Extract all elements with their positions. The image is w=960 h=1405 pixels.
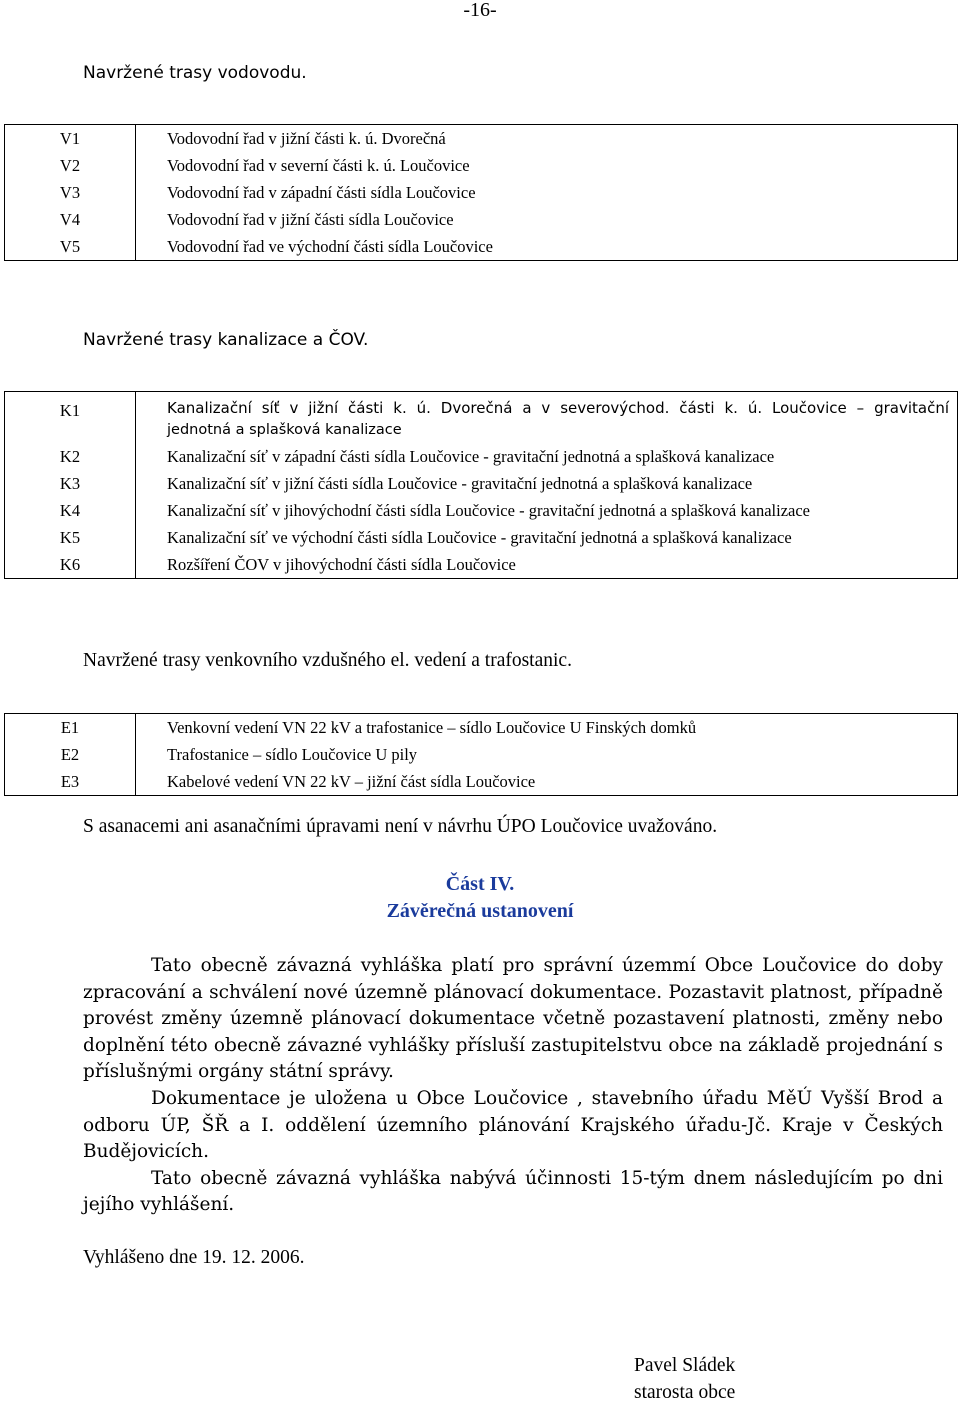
row-description: Kanalizační síť ve východní části sídla Loučovice - gravitační jednotná a splašková kanalizace <box>167 528 792 547</box>
table-row <box>5 497 958 524</box>
declaration-date: Vyhlášeno dne 19. 12. 2006. <box>83 1247 305 1268</box>
page-number: -16- <box>463 0 497 21</box>
paragraph: Dokumentace je uložena u Obce Loučovice , stavebního úřadu MěÚ Vyšší Brod a odboru ÚP, ŠŘ a I. oddělení územního plánování Krajského úřadu-Jč. Kraje v Českých Budějovicích. <box>83 1087 943 1163</box>
row-code: K6 <box>5 551 136 579</box>
table-row <box>5 179 958 206</box>
row-description: Kanalizační síť v západní části sídla Loučovice - gravitační jednotná a splašková kanalizace <box>167 447 775 466</box>
part-number: Část IV. <box>445 873 515 895</box>
row-description: Kanalizační síť v jižní části sídla Loučovice - gravitační jednotná a splašková kanalizace <box>167 474 753 493</box>
k1-line-2: jednotná a splašková kanalizace <box>167 422 402 438</box>
table-row <box>5 741 958 768</box>
closing-provisions <box>83 953 943 1219</box>
row-code: K2 <box>5 443 136 470</box>
table-row <box>5 768 958 796</box>
row-description: Trafostanice – sídlo Loučovice U pily <box>167 745 418 764</box>
water-table <box>4 124 958 261</box>
row-code: K1 <box>5 392 136 444</box>
table-row <box>5 443 958 470</box>
row-code: V5 <box>5 233 136 261</box>
power-table <box>4 713 958 796</box>
row-code: V1 <box>5 125 136 153</box>
table-row <box>5 470 958 497</box>
row-description: Vodovodní řad v jižní části sídla Loučovice <box>167 210 454 229</box>
row-description: Vodovodní řad v severní části k. ú. Loučovice <box>167 156 470 175</box>
row-description: Kabelové vedení VN 22 kV – jižní část sídla Loučovice <box>167 772 536 791</box>
row-code: V3 <box>5 179 136 206</box>
row-description: Venkovní vedení VN 22 kV a trafostanice – sídlo Loučovice U Finských domků <box>167 718 697 737</box>
paragraph: Tato obecně závazná vyhláška platí pro správní územmí Obce Loučovice do doby zpracování a schválení nové územně plánovací dokumentace. Pozastavit platnost, případně provést změny územně plánovací dokumentace včetně pozastavení platnosti, změny nebo doplnění této obecně závazné vyhlášky přísluší zastupitelstvu obce na základě projednání s příslušnými orgány státní správy. <box>83 955 943 1083</box>
table-row <box>5 152 958 179</box>
row-code: V4 <box>5 206 136 233</box>
signatory-role: starosta obce <box>634 1382 736 1403</box>
table-row <box>5 551 958 579</box>
power-heading: Navržené trasy venkovního vzdušného el. vedení a trafostanic. <box>83 650 572 671</box>
row-description: Kanalizační síť v jihovýchodní části sídla Loučovice - gravitační jednotná a splašková kanalizace <box>167 501 810 520</box>
row-code: E1 <box>5 714 136 742</box>
part-title: Závěrečná ustanovení <box>386 900 574 922</box>
water-heading: Navržené trasy vodovodu. <box>83 63 307 83</box>
row-description <box>136 392 958 444</box>
row-description: Vodovodní řad ve východní části sídla Loučovice <box>167 237 493 256</box>
signatory-name: Pavel Sládek <box>634 1355 736 1376</box>
sewer-table <box>4 391 958 579</box>
paragraph: Tato obecně závazná vyhláška nabývá účinnosti 15-tým dnem následujícím po dni jejího vyhlášení. <box>83 1167 943 1216</box>
table-row <box>5 524 958 551</box>
row-code: K4 <box>5 497 136 524</box>
sewer-heading: Navržené trasy kanalizace a ČOV. <box>83 330 369 350</box>
row-code: E3 <box>5 768 136 796</box>
row-description: Rozšíření ČOV v jihovýchodní části sídla Loučovice <box>167 555 516 574</box>
table-row <box>5 714 958 742</box>
table-row <box>5 125 958 153</box>
k1-line-1: Kanalizační síť v jižní části k. ú. Dvorečná a v severovýchod. části k. ú. Loučovice – gravitační <box>167 399 949 417</box>
asanace-note: S asanacemi ani asanačními úpravami není v návrhu ÚPO Loučovice uvažováno. <box>83 816 718 837</box>
table-row <box>5 233 958 261</box>
row-code: K5 <box>5 524 136 551</box>
table-row <box>5 206 958 233</box>
row-code: K3 <box>5 470 136 497</box>
row-description: Vodovodní řad v jižní části k. ú. Dvorečná <box>167 129 446 148</box>
row-code: V2 <box>5 152 136 179</box>
row-code: E2 <box>5 741 136 768</box>
table-row <box>5 392 958 444</box>
row-description: Vodovodní řad v západní části sídla Loučovice <box>167 183 476 202</box>
